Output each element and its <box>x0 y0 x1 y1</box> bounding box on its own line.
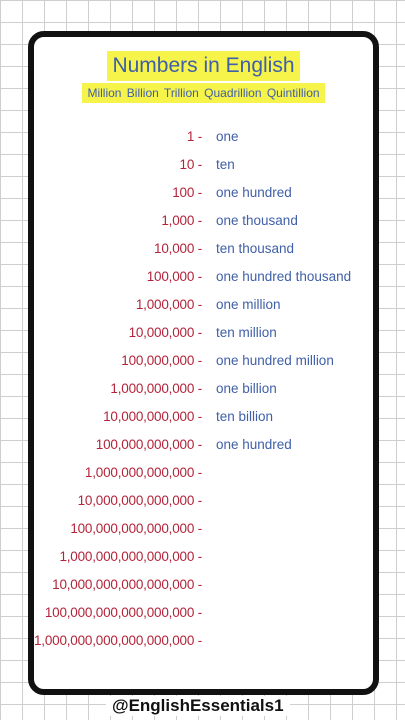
number-row <box>34 377 373 405</box>
numeral-value: 10,000,000,000 <box>103 409 195 424</box>
numeral-value: 1,000 <box>161 213 195 228</box>
number-row <box>34 153 373 181</box>
number-row <box>34 405 373 433</box>
numeral-value: 10,000 <box>154 241 195 256</box>
numeral-value: 1,000,000,000,000,000,000 <box>33 633 195 648</box>
numeral <box>110 381 202 396</box>
numeral-value: 100,000,000,000,000 <box>70 521 195 536</box>
number-row <box>34 321 373 349</box>
numeral-value: 1,000,000,000 <box>110 381 195 396</box>
separator-dash: - <box>197 605 202 620</box>
separator-dash: - <box>197 241 202 256</box>
number-row <box>34 489 373 517</box>
number-row <box>34 517 373 545</box>
numeral-value: 100 <box>172 185 195 200</box>
separator-dash: - <box>197 297 202 312</box>
numeral-value: 10,000,000,000,000,000 <box>52 577 195 592</box>
numeral <box>129 325 202 340</box>
numeral-value: 10,000,000 <box>128 325 195 340</box>
number-row <box>34 573 373 601</box>
separator-dash: - <box>197 157 202 172</box>
numeral-value: 100,000,000 <box>121 353 195 368</box>
page-title: Numbers in English <box>107 51 299 81</box>
number-row <box>34 237 373 265</box>
number-row <box>34 209 373 237</box>
numeral <box>103 409 202 424</box>
number-row <box>34 629 373 657</box>
channel-handle: @EnglishEssentials1 <box>106 696 290 716</box>
number-word: ten million <box>216 325 277 340</box>
number-list <box>34 125 373 657</box>
number-word: one billion <box>216 381 277 396</box>
numeral <box>180 157 202 172</box>
numeral-value: 100,000,000,000,000,000 <box>44 605 195 620</box>
separator-dash: - <box>197 633 202 648</box>
number-row <box>34 349 373 377</box>
numeral-value: 100,000 <box>146 269 195 284</box>
numeral-value: 1 <box>186 129 195 144</box>
numeral <box>147 269 202 284</box>
numeral <box>59 549 202 564</box>
separator-dash: - <box>197 409 202 424</box>
numeral <box>161 213 202 228</box>
number-row <box>34 125 373 153</box>
separator-dash: - <box>197 269 202 284</box>
number-row <box>34 293 373 321</box>
separator-dash: - <box>197 521 202 536</box>
numeral-value: 10 <box>179 157 195 172</box>
numeral <box>52 577 202 592</box>
number-row <box>34 601 373 629</box>
numeral-value: 1,000,000,000,000,000 <box>59 549 195 564</box>
number-word: ten billion <box>216 409 274 424</box>
number-word: one hundred thousand <box>216 269 352 284</box>
numeral-value: 10,000,000,000,000 <box>77 493 195 508</box>
numeral <box>45 605 202 620</box>
page-subtitle: Million Billion Trillion Quadrillion Quintillion <box>82 83 324 103</box>
numeral <box>121 353 202 368</box>
number-word: ten thousand <box>216 241 295 256</box>
numeral <box>154 241 202 256</box>
separator-dash: - <box>197 129 202 144</box>
numeral <box>78 493 202 508</box>
number-word: one thousand <box>216 213 298 228</box>
numeral <box>96 437 202 452</box>
separator-dash: - <box>197 493 202 508</box>
number-row <box>34 265 373 293</box>
content-card <box>28 31 379 695</box>
numeral-value: 1,000,000,000,000 <box>84 465 195 480</box>
separator-dash: - <box>197 353 202 368</box>
number-word: one <box>216 129 239 144</box>
numeral-value: 100,000,000,000 <box>95 437 195 452</box>
number-word: one hundred <box>216 185 292 200</box>
separator-dash: - <box>197 325 202 340</box>
number-row <box>34 545 373 573</box>
separator-dash: - <box>197 549 202 564</box>
numeral-value: 1,000,000 <box>135 297 195 312</box>
separator-dash: - <box>197 213 202 228</box>
separator-dash: - <box>197 185 202 200</box>
number-row <box>34 433 373 461</box>
numeral <box>187 129 202 144</box>
separator-dash: - <box>197 577 202 592</box>
numeral <box>85 465 202 480</box>
numeral <box>70 521 202 536</box>
separator-dash: - <box>197 381 202 396</box>
number-word: one hundred million <box>216 353 334 368</box>
numeral <box>136 297 202 312</box>
number-word: one hundred <box>216 437 292 452</box>
title-block <box>34 51 373 103</box>
number-word: one million <box>216 297 281 312</box>
number-row <box>34 461 373 489</box>
number-word: ten <box>216 157 235 172</box>
numeral <box>34 633 202 648</box>
separator-dash: - <box>197 437 202 452</box>
numeral <box>172 185 202 200</box>
number-row <box>34 181 373 209</box>
separator-dash: - <box>197 465 202 480</box>
